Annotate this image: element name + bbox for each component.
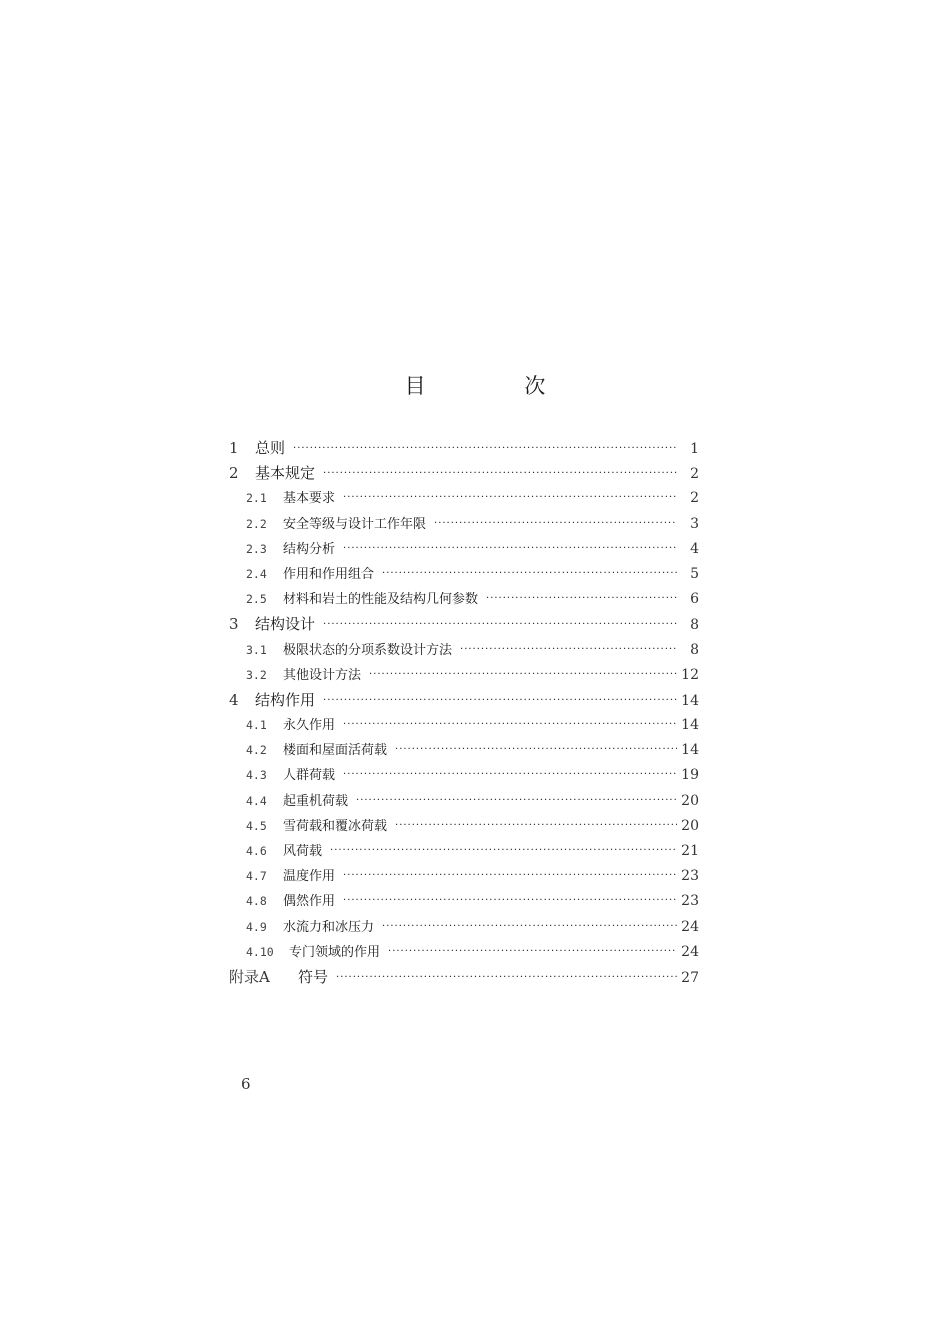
toc-entry-page: 23 xyxy=(681,893,699,910)
toc-entry-number: 4.2 xyxy=(246,743,267,758)
toc-entry[interactable] xyxy=(229,965,699,990)
toc-entry-page: 23 xyxy=(681,868,699,885)
toc-entry[interactable] xyxy=(229,663,699,688)
toc-entry[interactable] xyxy=(229,562,699,587)
toc-entry-label: 偶然作用 xyxy=(283,894,336,910)
dot-leader xyxy=(460,645,677,655)
toc-entry-page: 12 xyxy=(681,666,699,683)
toc-entry-page: 27 xyxy=(681,969,699,986)
toc-entry-page: 2 xyxy=(690,490,699,507)
toc-entry-number: 2 xyxy=(229,464,239,483)
toc-entry-label: 极限状态的分项系数设计方法 xyxy=(283,642,453,658)
toc-entry-page: 2 xyxy=(690,466,699,483)
toc-entry-label: 人群荷载 xyxy=(283,768,336,784)
dot-leader xyxy=(343,896,677,906)
toc-entry-number: 3 xyxy=(229,615,239,634)
dot-leader xyxy=(323,696,677,706)
dot-leader xyxy=(323,620,677,630)
toc-entry-label: 结构作用 xyxy=(255,690,316,709)
toc-entry-page: 8 xyxy=(690,617,699,634)
toc-entry-label: 材料和岩土的性能及结构几何参数 xyxy=(283,592,479,608)
toc-entry-page: 20 xyxy=(681,817,699,834)
toc-entry[interactable] xyxy=(229,789,699,814)
toc-entry-label: 楼面和屋面活荷载 xyxy=(283,743,388,759)
toc-entry-page: 5 xyxy=(690,565,699,582)
toc-entry-number: 4.9 xyxy=(246,919,267,934)
toc-entry[interactable] xyxy=(229,713,699,738)
toc-entry-number: 3.1 xyxy=(246,642,267,657)
toc-entry-number: 4.1 xyxy=(246,718,267,733)
toc-entry-label: 起重机荷载 xyxy=(283,793,349,809)
dot-leader xyxy=(395,745,677,755)
toc-entry-label: 其他设计方法 xyxy=(283,667,362,683)
toc-entry[interactable] xyxy=(229,738,699,763)
toc-entry-label: 永久作用 xyxy=(283,718,336,734)
toc-entry-page: 4 xyxy=(690,540,699,557)
dot-leader xyxy=(382,922,677,932)
toc-entry-page: 8 xyxy=(690,641,699,658)
dot-leader xyxy=(293,444,677,454)
dot-leader xyxy=(369,670,677,680)
toc-entry[interactable] xyxy=(229,436,699,461)
toc-entry-number: 附录A xyxy=(229,967,270,986)
toc-entry[interactable] xyxy=(229,612,699,637)
dot-leader xyxy=(343,544,677,554)
toc-entry-label: 基本规定 xyxy=(255,464,316,483)
dot-leader xyxy=(486,594,677,604)
toc-entry-label: 总则 xyxy=(255,439,286,457)
toc-entry[interactable] xyxy=(229,512,699,537)
toc-entry-page: 3 xyxy=(690,515,699,532)
page-number: 6 xyxy=(241,1075,251,1093)
toc-entry-label: 基本要求 xyxy=(283,491,336,507)
dot-leader xyxy=(388,947,677,957)
toc-entry-label: 温度作用 xyxy=(283,869,336,885)
toc-entry[interactable] xyxy=(229,587,699,612)
dot-leader xyxy=(323,469,677,479)
toc-entry-page: 19 xyxy=(681,767,699,784)
toc-entry[interactable] xyxy=(229,537,699,562)
toc-entry-page: 20 xyxy=(681,792,699,809)
dot-leader xyxy=(343,871,677,881)
toc-entry[interactable] xyxy=(229,461,699,486)
dot-leader xyxy=(382,569,677,579)
toc-entry-number: 4.4 xyxy=(246,793,267,808)
toc-entry-label: 作用和作用组合 xyxy=(283,566,375,582)
toc-entry-label: 安全等级与设计工作年限 xyxy=(283,516,427,532)
toc-entry-page: 24 xyxy=(681,943,699,960)
dot-leader xyxy=(356,796,677,806)
toc-entry-label: 结构设计 xyxy=(255,615,316,634)
toc-entry-label: 专门领域的作用 xyxy=(289,944,381,960)
toc-entry-page: 21 xyxy=(681,843,699,859)
toc-entry-number: 4.7 xyxy=(246,869,267,884)
toc-entry-page: 14 xyxy=(681,692,699,709)
toc-entry-page: 24 xyxy=(681,918,699,935)
toc-entry-number: 2.3 xyxy=(246,541,267,556)
dot-leader xyxy=(343,770,677,780)
dot-leader xyxy=(343,493,677,503)
toc-entry-number: 3.2 xyxy=(246,667,267,682)
toc-entry[interactable] xyxy=(229,915,699,940)
dot-leader xyxy=(434,519,677,529)
toc-entry[interactable] xyxy=(229,864,699,889)
toc-entry-number: 2.5 xyxy=(246,592,267,607)
toc-entry-label: 风荷载 xyxy=(283,844,323,859)
toc-entry-page: 14 xyxy=(681,742,699,759)
dot-leader xyxy=(330,846,677,856)
dot-leader xyxy=(336,973,677,983)
toc-entry[interactable] xyxy=(229,839,699,864)
toc-entry-number: 2.1 xyxy=(246,491,267,506)
toc-entry-number: 4.8 xyxy=(246,894,267,909)
dot-leader xyxy=(343,720,677,730)
toc-title: 目 次 xyxy=(404,374,592,398)
toc-entry[interactable] xyxy=(229,763,699,788)
toc-entry-number: 4 xyxy=(229,690,239,709)
toc-entry-page: 6 xyxy=(690,591,699,608)
toc-entry-label: 结构分析 xyxy=(283,541,336,557)
dot-leader xyxy=(395,821,677,831)
toc-entry[interactable] xyxy=(229,638,699,663)
toc-entry-number: 2.2 xyxy=(246,516,267,531)
toc-entry-label: 符号 xyxy=(298,967,329,986)
toc-entry[interactable] xyxy=(229,814,699,839)
toc-entry-number: 1 xyxy=(229,439,239,457)
toc-entry[interactable] xyxy=(229,486,699,511)
toc-entry-number: 4.6 xyxy=(246,844,267,858)
toc-entry[interactable] xyxy=(229,940,699,965)
toc-list xyxy=(229,436,699,990)
toc-entry-label: 水流力和冰压力 xyxy=(283,919,375,935)
toc-entry[interactable] xyxy=(229,889,699,914)
toc-entry-label: 雪荷载和覆冰荷载 xyxy=(283,818,388,834)
toc-entry-page: 14 xyxy=(681,717,699,734)
toc-entry-number: 2.4 xyxy=(246,566,267,581)
toc-entry-number: 4.5 xyxy=(246,818,267,833)
toc-entry[interactable] xyxy=(229,688,699,713)
toc-entry-number: 4.10 xyxy=(246,944,274,959)
toc-entry-number: 4.3 xyxy=(246,768,267,783)
toc-entry-page: 1 xyxy=(690,441,699,457)
